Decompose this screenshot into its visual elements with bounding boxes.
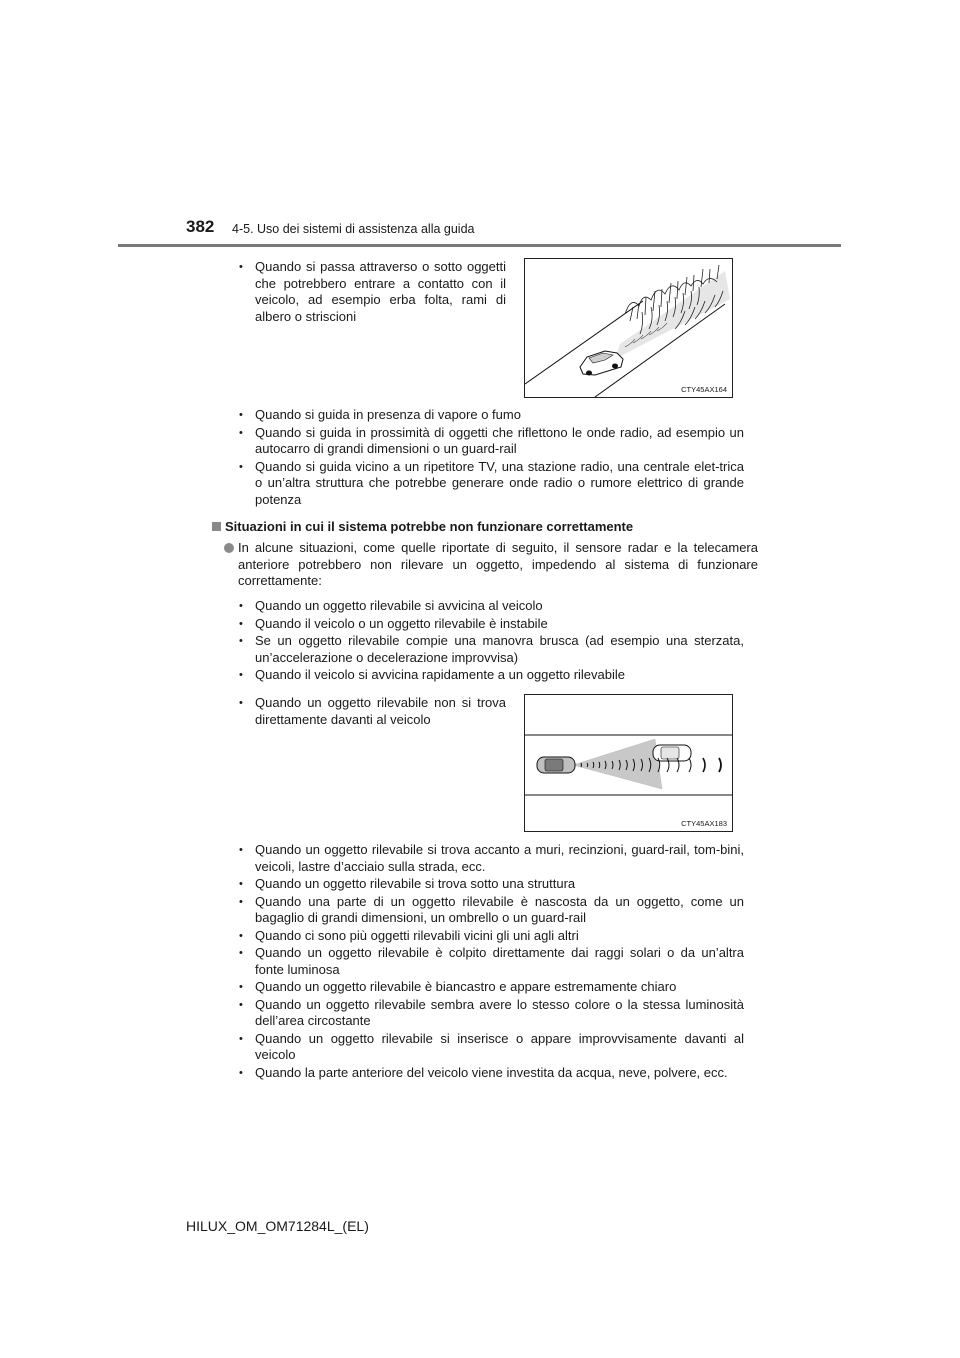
list-item: • Se un oggetto rilevabile compie una manovra brusca (ad esempio una sterzata, un’accelerazione o decelerazione improvvisa): [238, 633, 744, 666]
intro-paragraph: [224, 540, 758, 590]
figure-radar-illustration: [524, 694, 733, 832]
list-item: • Quando un oggetto rilevabile si inserisce o appare improvvisamente davanti al veicolo: [238, 1031, 744, 1064]
list-item: • Quando un oggetto rilevabile si avvicina al veicolo: [238, 598, 744, 615]
circle-bullet-icon: [224, 543, 234, 553]
square-bullet-icon: [212, 522, 221, 531]
subheading-text: Situazioni in cui il sistema potrebbe non funzionare correttamente: [225, 519, 634, 534]
top-bullet-list: [238, 259, 506, 326]
figure-code: CTY45AX164: [681, 385, 727, 394]
list-item: • Quando il veicolo o un oggetto rilevabile è instabile: [238, 616, 744, 633]
list-item: • Quando un oggetto rilevabile è biancastro e appare estremamente chiaro: [238, 979, 744, 996]
list-item: • Quando un oggetto rilevabile si trova sotto una struttura: [238, 876, 744, 893]
bullet-list-1: [238, 407, 744, 509]
document-footer: HILUX_OM_OM71284L_(EL): [186, 1218, 369, 1234]
vegetation-road-illustration: [525, 259, 732, 397]
mid-bullet-list: [238, 695, 506, 729]
figure-code: CTY45AX183: [681, 819, 727, 828]
bullet-list-2: [238, 598, 744, 685]
figure-vegetation-illustration: [524, 258, 733, 398]
list-item: • Quando un oggetto rilevabile sembra avere lo stesso colore o la stessa luminosità dell’area circostante: [238, 997, 744, 1030]
intro-text: In alcune situazioni, come quelle riportate di seguito, il sensore radar e la telecamera anteriore potrebbero non rilevare un oggetto, impedendo al sistema di funzionare correttamente:: [238, 540, 758, 588]
list-item: • Quando un oggetto rilevabile è colpito direttamente dai raggi solari o da un’altra fonte luminosa: [238, 945, 744, 978]
list-item: • Quando un oggetto rilevabile si trova accanto a muri, recinzioni, guard-rail, tom-bini, veicoli, lastre d’acciaio sulla strada, ecc.: [238, 842, 744, 875]
header-rule: [118, 244, 841, 247]
list-item: • Quando si passa attraverso o sotto oggetti che potrebbero entrare a contatto con il veicolo, ad esempio erba folta, rami di albero o striscioni: [238, 259, 506, 325]
section-subheading: [212, 519, 633, 534]
list-item: • Quando un oggetto rilevabile non si trova direttamente davanti al veicolo: [238, 695, 506, 728]
section-title: 4-5. Uso dei sistemi di assistenza alla guida: [232, 222, 475, 236]
page-number: 382: [186, 217, 215, 236]
list-item: • Quando si guida vicino a un ripetitore TV, una stazione radio, una centrale elet-trica o un’altra struttura che potrebbe generare onde radio o rumore elettrico di grande potenza: [238, 459, 744, 509]
list-item: • Quando una parte di un oggetto rilevabile è nascosta da un oggetto, come un bagaglio di grandi dimensioni, un ombrello o un guard-rail: [238, 894, 744, 927]
list-item: • Quando ci sono più oggetti rilevabili vicini gli uni agli altri: [238, 928, 744, 945]
list-item: • Quando la parte anteriore del veicolo viene investita da acqua, neve, polvere, ecc.: [238, 1065, 744, 1082]
bullet-list-3: [238, 842, 744, 1082]
list-item: • Quando si guida in prossimità di oggetti che riflettono le onde radio, ad esempio un autocarro di grandi dimensioni o un guard-rail: [238, 425, 744, 458]
list-item: • Quando il veicolo si avvicina rapidamente a un oggetto rilevabile: [238, 667, 744, 684]
radar-detection-illustration: [525, 695, 732, 831]
list-item: • Quando si guida in presenza di vapore o fumo: [238, 407, 744, 424]
